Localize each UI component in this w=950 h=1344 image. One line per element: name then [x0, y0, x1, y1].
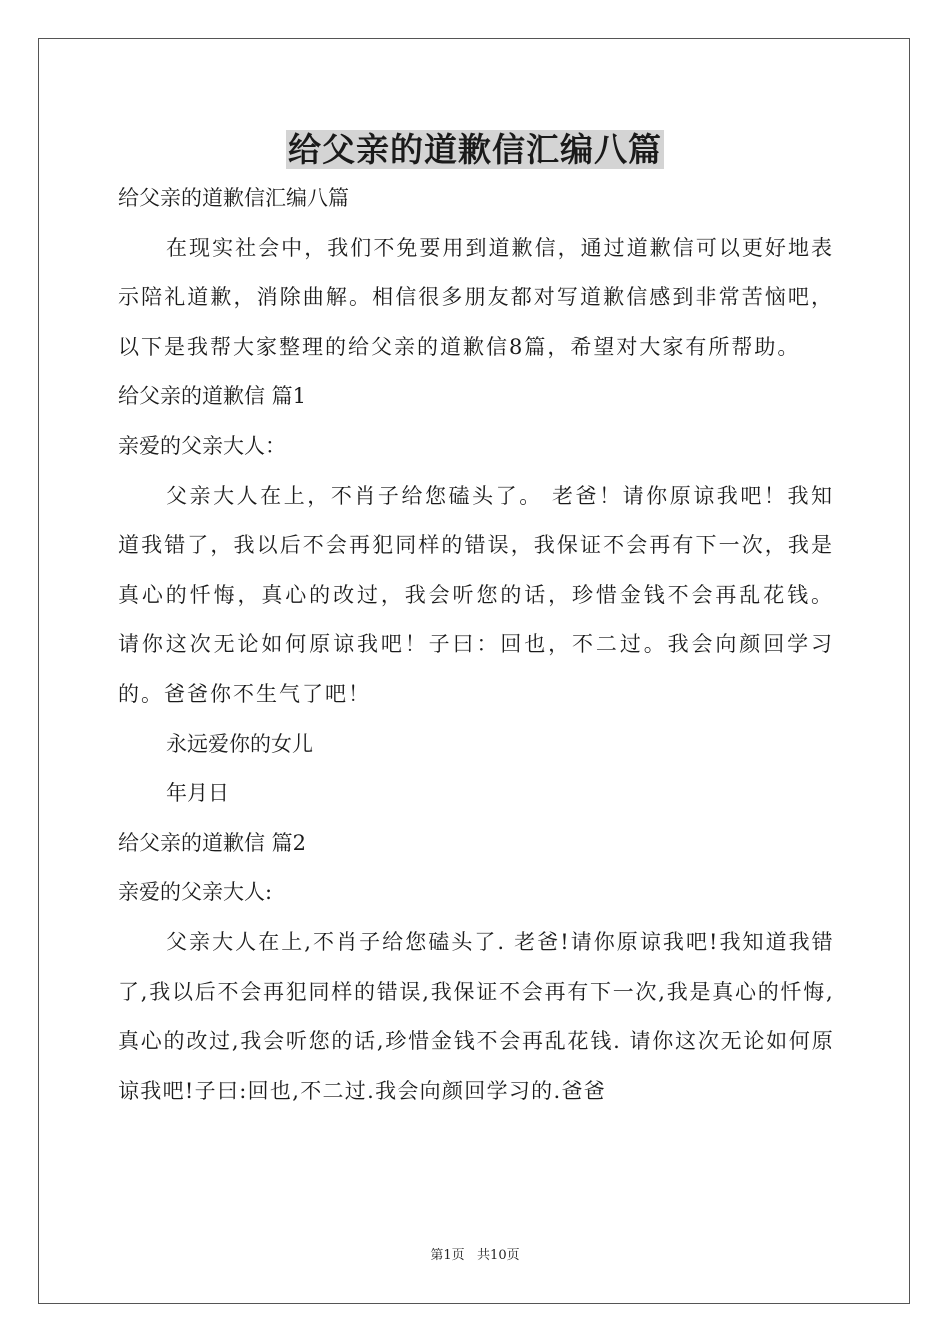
document-title-text: 给父亲的道歉信汇编八篇 [288, 130, 662, 169]
letter-2-body: 父亲大人在上,不肖子给您磕头了. 老爸!请你原谅我吧!我知道我错了,我以后不会再犯同样的错误,我保证不会再有下一次,我是真心的忏悔,真心的改过,我会听您的话,珍惜金钱不会再乱花钱. 请你这次无论如何原谅我吧!子曰:回也,不二过.我会向颜回学习的.爸爸 [118, 929, 834, 1103]
letter-2-heading: 给父亲的道歉信 篇2 [118, 830, 307, 855]
page-footer: 第1页 共10页 [430, 1248, 520, 1263]
document-title [0, 126, 950, 174]
letter-1-heading: 给父亲的道歉信 篇1 [118, 384, 307, 409]
document-subtitle: 给父亲的道歉信汇编八篇 [118, 186, 349, 210]
letter-1-date: 年月日 [166, 781, 229, 806]
letter-2-salutation: 亲爱的父亲大人: [118, 880, 273, 905]
letter-1-body: 父亲大人在上，不肖子给您磕头了。 老爸！请你原谅我吧！我知道我错了，我以后不会再犯同样的错误，我保证不会再有下一次，我是真心的忏悔，真心的改过，我会听您的话，珍惜金钱不会再乱花钱。 请你这次无论如何原谅我吧！子曰：回也，不二过。我会向颜回学习的。爸爸你不生气了吧！ [118, 483, 834, 706]
document-body [118, 174, 834, 1116]
letter-1-closing: 永远爱你的女儿 [166, 731, 313, 756]
letter-1-salutation: 亲爱的父亲大人： [118, 433, 286, 458]
intro-paragraph: 在现实社会中，我们不免要用到道歉信，通过道歉信可以更好地表示陪礼道歉，消除曲解。相信很多朋友都对写道歉信感到非常苦恼吧，以下是我帮大家整理的给父亲的道歉信8篇，希望对大家有所帮助。 [118, 235, 834, 359]
